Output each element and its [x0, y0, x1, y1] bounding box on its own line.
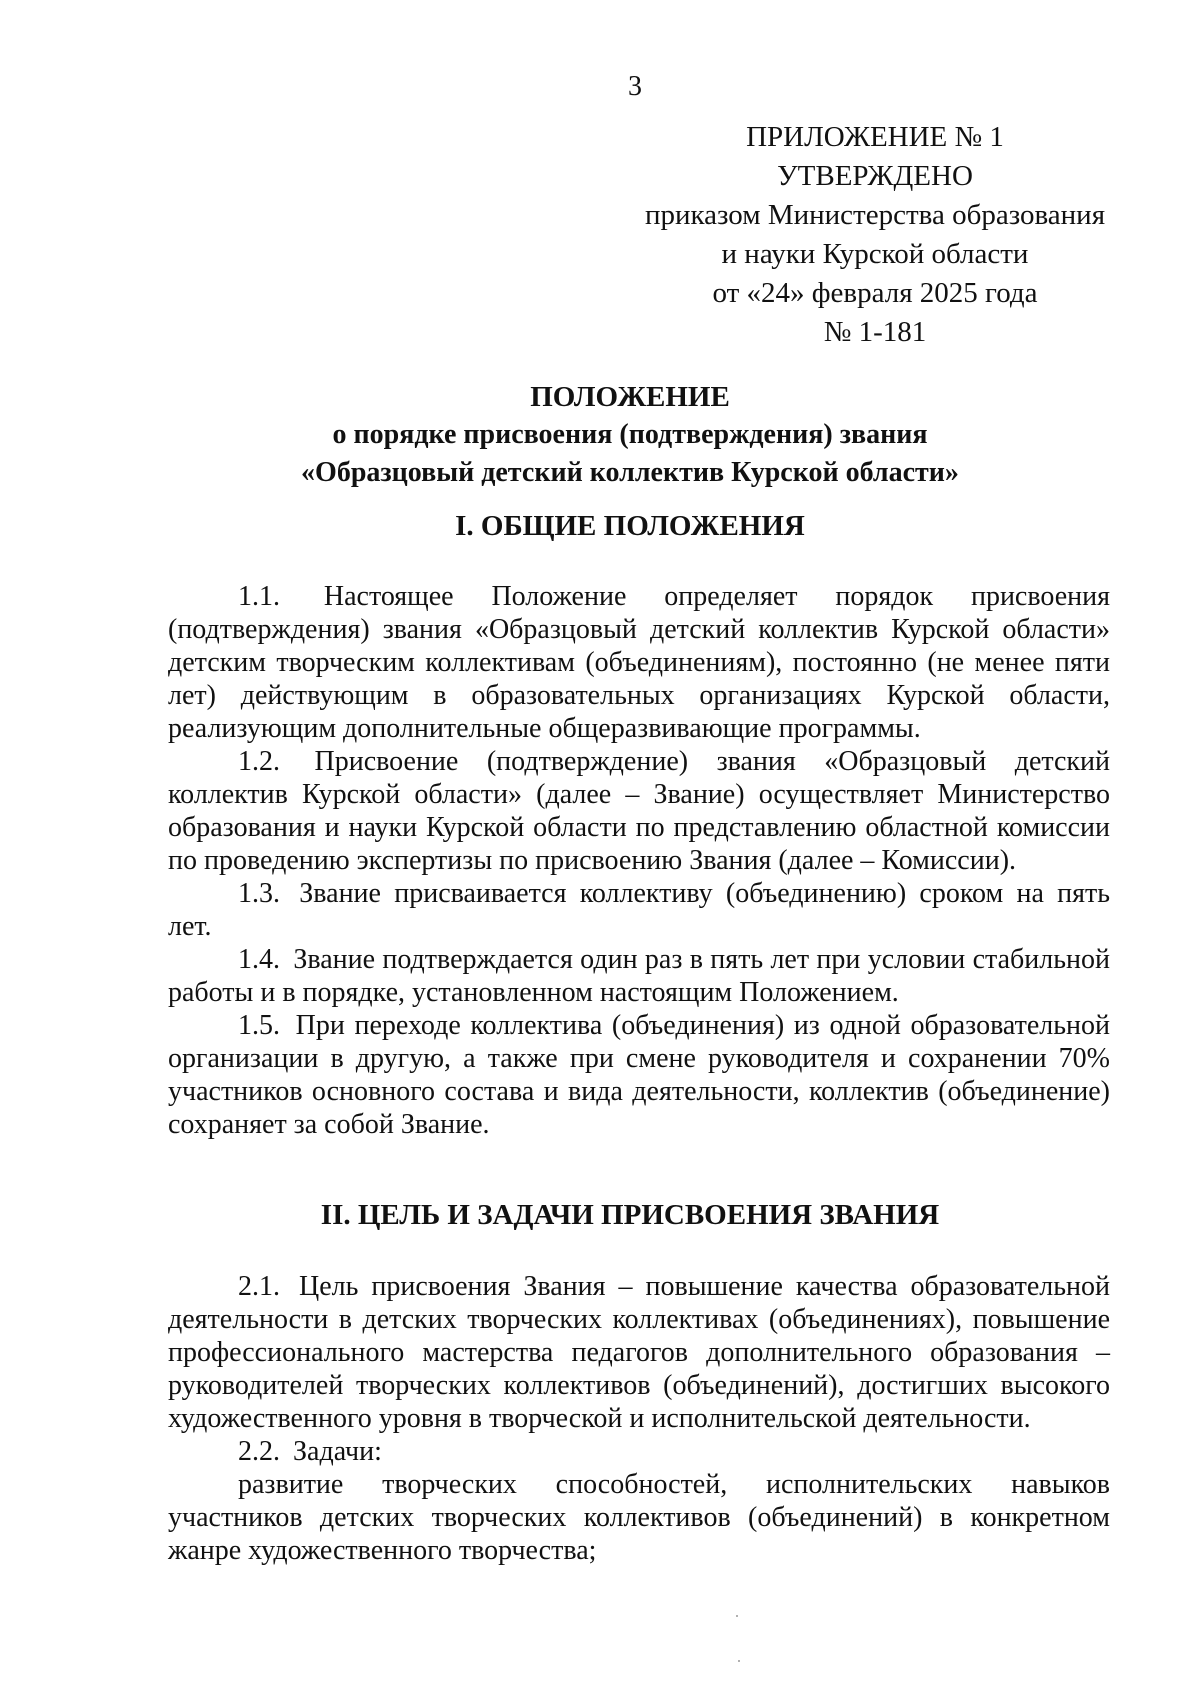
approval-number: № 1-181 [823, 316, 927, 348]
section-goals-body [168, 1270, 1110, 1567]
approval-order-line: приказом Министерства образования [644, 199, 1106, 231]
clause-number: 1.5. [238, 1010, 280, 1041]
section-general-body [168, 580, 1110, 1141]
section-heading-general: I. ОБЩИЕ ПОЛОЖЕНИЯ [455, 510, 805, 542]
approval-date: от «24» февраля 2025 года [712, 277, 1038, 309]
clause-number: 1.1. [238, 581, 280, 612]
appendix-label: ПРИЛОЖЕНИЕ № 1 [746, 121, 1004, 153]
clause-2-1 [168, 1270, 1110, 1435]
clause-1-2 [168, 745, 1110, 877]
clause-number: 1.2. [238, 746, 280, 777]
clause-text: Задачи: [293, 1436, 382, 1467]
clause-number: 2.2. [238, 1436, 280, 1467]
clause-text: Присвоение (подтверждение) звания «Образцовый детский коллектив Курской области» (далее – Звание) осуществляет Министерство образования и науки Курской области по представлению областной комиссии по проведению экспертизы по присвоению Звания (далее – Комиссии). [168, 746, 1110, 876]
clause-text: Звание присваивается коллективу (объединению) сроком на пять лет. [168, 878, 1111, 942]
clause-2-2 [168, 1435, 1110, 1468]
task-item: развитие творческих способностей, исполнительских навыков участников детских творческих коллективов (объединений) в конкретном жанре художественного творчества; [168, 1469, 1110, 1566]
clause-text: Звание подтверждается один раз в пять лет при условии стабильной работы и в порядке, установленном настоящим Положением. [168, 944, 1110, 1008]
clause-text: Настоящее Положение определяет порядок присвоения (подтверждения) звания «Образцовый детский коллектив Курской области» детским творческим коллективам (объединениям), постоянно (не менее пяти лет) действующим в образовательных организациях Курской области, реализующим дополнительные общеразвивающие программы. [168, 581, 1110, 744]
clause-text: При переходе коллектива (объединения) из одной образовательной организации в другую, а также при смене руководителя и сохранении 70% участников основного состава и вида деятельности, коллектив (объединение) сохраняет за собой Звание. [168, 1010, 1111, 1140]
clause-number: 2.1. [238, 1271, 280, 1302]
document-subtitle-line-1: о порядке присвоения (подтверждения) звания [332, 419, 928, 450]
document-title: ПОЛОЖЕНИЕ [530, 381, 730, 413]
clause-number: 1.4. [238, 944, 280, 975]
section-heading-goals: II. ЦЕЛЬ И ЗАДАЧИ ПРИСВОЕНИЯ ЗВАНИЯ [320, 1199, 940, 1231]
page-number: 3 [628, 71, 642, 102]
document-subtitle-line-2: «Образцовый детский коллектив Курской области» [301, 457, 959, 488]
clause-1-1 [168, 580, 1110, 745]
scan-speck [738, 1660, 740, 1662]
approved-label: УТВЕРЖДЕНО [777, 160, 973, 192]
approval-ministry-line: и науки Курской области [721, 238, 1029, 270]
clause-text: Цель присвоения Звания – повышение качества образовательной деятельности в детских творческих коллективах (объединениях), повышение профессионального мастерства педагогов дополнительного образования – руководителей творческих коллективов (объединений), достигших высокого художественного уровня в творческой и исполнительской деятельности. [168, 1271, 1110, 1434]
clause-1-3 [168, 877, 1110, 943]
clause-1-5 [168, 1009, 1110, 1141]
clause-number: 1.3. [238, 878, 280, 909]
clause-1-4 [168, 943, 1110, 1009]
scan-speck [736, 1615, 738, 1617]
document-title-block [160, 378, 1100, 492]
approval-stamp-block [640, 118, 1110, 352]
